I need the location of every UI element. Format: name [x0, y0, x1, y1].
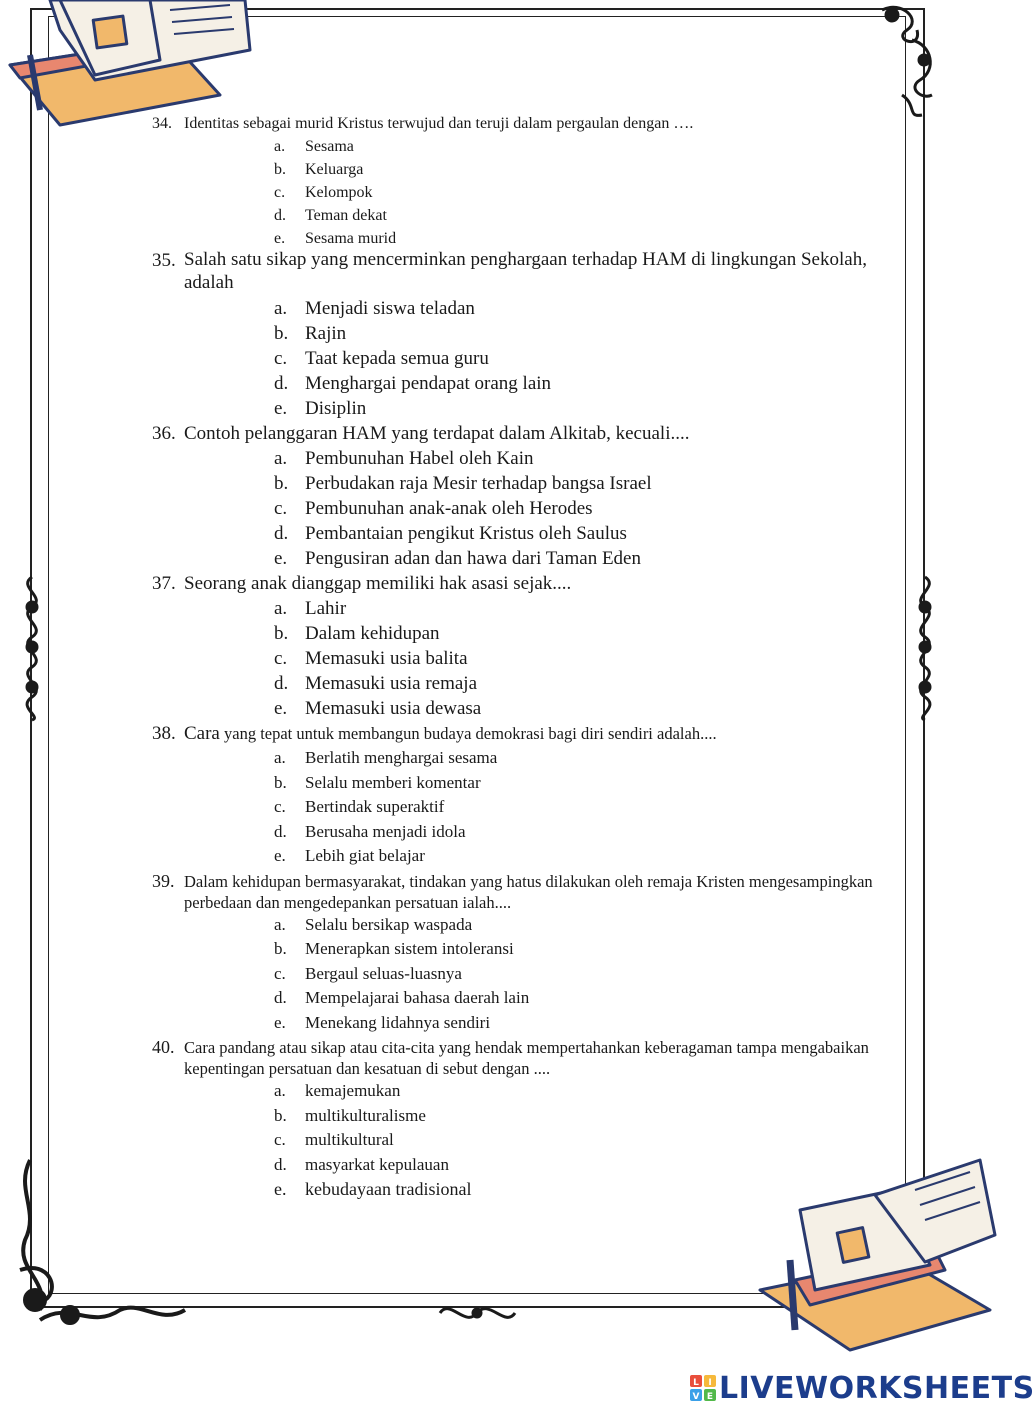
- side-ornament-left-icon: [12, 572, 52, 722]
- option[interactable]: c. Bertindak superaktif: [274, 797, 445, 816]
- question-number: 39.: [152, 870, 175, 891]
- question-text: Seorang anak dianggap memiliki hak asasi sejak....: [184, 573, 572, 594]
- option[interactable]: c. Bergaul seluas-luasnya: [274, 963, 462, 983]
- question-text: Contoh pelanggaran HAM yang terdapat dalam Alkitab, kecuali....: [184, 423, 690, 444]
- question-39: [152, 871, 912, 913]
- option[interactable]: e. Pengusiran adan dan hawa dari Taman Eden: [274, 548, 641, 569]
- option[interactable]: e. Lebih giat belajar: [274, 846, 425, 865]
- question-number: 35.: [152, 250, 176, 271]
- option[interactable]: e. kebudayaan tradisional: [274, 1179, 472, 1199]
- option[interactable]: b. Menerapkan sistem intoleransi: [274, 939, 514, 958]
- options-39: [152, 913, 912, 1036]
- option[interactable]: d. Teman dekat: [274, 207, 387, 224]
- badge-letter: L: [693, 1378, 699, 1388]
- option[interactable]: b. Rajin: [274, 323, 347, 344]
- option[interactable]: d. Menghargai pendapat orang lain: [274, 373, 552, 394]
- corner-ornament-top-right-icon: [862, 0, 942, 120]
- question-35: [152, 248, 912, 294]
- bottom-center-ornament-icon: [435, 1298, 520, 1328]
- question-list: [152, 110, 912, 1202]
- options-35: [152, 296, 912, 421]
- option[interactable]: e. Sesama murid: [274, 230, 397, 247]
- liveworksheets-logo[interactable]: [690, 1370, 1035, 1406]
- question-text: Cara pandang atau sikap atau cita-cita yang hendak mempertahankan keberagaman tampa mengabaikan kepentingan persatuan dan kesatuan di sebut dengan ....: [184, 1038, 869, 1078]
- badge-letter: V: [692, 1392, 700, 1402]
- question-number: 36.: [152, 423, 176, 444]
- question-number: 37.: [152, 573, 176, 594]
- option[interactable]: a. Berlatih menghargai sesama: [274, 748, 498, 767]
- options-36: [152, 446, 912, 571]
- option[interactable]: b. multikulturalisme: [274, 1105, 426, 1125]
- question-text: Identitas sebagai murid Kristus terwujud dan teruji dalam pergaulan dengan ….: [184, 115, 694, 132]
- option[interactable]: a. Sesama: [274, 138, 354, 155]
- option[interactable]: d. Berusaha menjadi idola: [274, 821, 466, 841]
- question-text: Dalam kehidupan bermasyarakat, tindakan yang hatus dilakukan oleh remaja Kristen mengesampingkan perbedaan dan mengedepankan persatuan ialah....: [184, 871, 873, 912]
- question-38: [152, 721, 912, 746]
- question-36: [152, 421, 912, 446]
- options-34: [152, 135, 912, 250]
- option[interactable]: b. Dalam kehidupan: [274, 623, 440, 644]
- option[interactable]: d. Memasuki usia remaja: [274, 673, 478, 694]
- question-number: 34.: [152, 115, 172, 132]
- option[interactable]: e. Memasuki usia dewasa: [274, 698, 482, 719]
- option[interactable]: a. Selalu bersikap waspada: [274, 914, 473, 934]
- badge-letter: I: [708, 1378, 712, 1388]
- logo-text: LIVEWORKSHEETS: [719, 1370, 1035, 1406]
- question-text: Cara yang tepat untuk membangun budaya demokrasi bagi diri sendiri adalah....: [184, 723, 717, 744]
- option[interactable]: e. Disiplin: [274, 398, 367, 419]
- option[interactable]: d. Pembantaian pengikut Kristus oleh Saulus: [274, 523, 627, 544]
- option[interactable]: b. Selalu memberi komentar: [274, 772, 481, 792]
- options-38: [152, 746, 912, 869]
- option[interactable]: a. Pembunuhan Habel oleh Kain: [274, 448, 534, 469]
- option[interactable]: c. multikultural: [274, 1130, 394, 1149]
- option[interactable]: e. Menekang lidahnya sendiri: [274, 1012, 491, 1032]
- question-number: 38.: [152, 723, 176, 744]
- option[interactable]: b. Keluarga: [274, 161, 364, 178]
- option[interactable]: a. kemajemukan: [274, 1081, 401, 1100]
- option[interactable]: c. Memasuki usia balita: [274, 648, 468, 669]
- question-34: [152, 112, 912, 135]
- liveworksheets-badge-icon: [690, 1375, 716, 1401]
- option[interactable]: a. Lahir: [274, 598, 347, 619]
- question-number: 40.: [152, 1037, 175, 1057]
- question-40: [152, 1037, 912, 1079]
- badge-letter: E: [706, 1392, 714, 1402]
- options-40: [152, 1079, 912, 1202]
- options-37: [152, 596, 912, 721]
- option[interactable]: d. masyarkat kepulauan: [274, 1154, 449, 1174]
- option[interactable]: c. Taat kepada semua guru: [274, 348, 489, 369]
- option[interactable]: c. Kelompok: [274, 184, 373, 201]
- option[interactable]: d. Mempelajarai bahasa daerah lain: [274, 988, 530, 1007]
- option[interactable]: a. Menjadi siswa teladan: [274, 298, 475, 319]
- option[interactable]: b. Perbudakan raja Mesir terhadap bangsa Israel: [274, 473, 652, 494]
- question-37: [152, 571, 912, 596]
- question-text: Salah satu sikap yang mencerminkan penghargaan terhadap HAM di lingkungan Sekolah, adalah: [184, 249, 867, 293]
- option[interactable]: c. Pembunuhan anak-anak oleh Herodes: [274, 498, 593, 519]
